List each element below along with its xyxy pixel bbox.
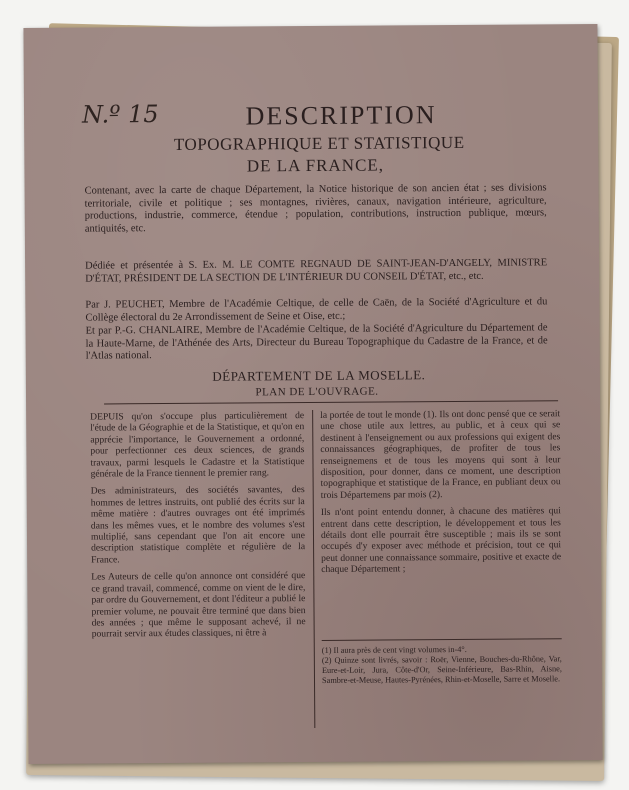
plan-heading: PLAN DE L'OUVRAGE. — [255, 385, 379, 399]
footnote-1: (1) Il aura près de cent vingt volumes in-4°. — [321, 644, 467, 655]
document-page — [23, 24, 602, 764]
department-heading: DÉPARTEMENT DE LA MOSELLE. — [212, 367, 426, 384]
author-peuchet: Par J. PEUCHET, Membre de l'Académie Celtique, de celle de Caën, de la Société d'Agriculture et du Collège électoral du 2e Arrondissement de Seine et Oise, etc.; — [85, 296, 548, 324]
footnotes — [322, 644, 562, 686]
title-line-1: DESCRIPTION — [245, 100, 437, 131]
footnote-2: (2) Quinze sont livrés, savoir : Roër, Vienne, Bouches-du-Rhône, Var, Eure-et-Loir, Jura, Côte-d'Or, Seine-Inférieure, Bas-Rhin, Aisne, Sambre-et-Meuse, Hautes-Pyrénées, Rhin-et-Moselle, Sarre et Moselle. — [321, 654, 562, 685]
left-paragraph: Des administrateurs, des sociétés savantes, des hommes de lettres instruits, ont publié des écrits sur la même matière : d'autres ouvrages ont été imprimés dans les mêmes vues, et le nombre des volumes s'est multiplié, sans cependant que l'on ait encore une description statistique complète et régulière de la France. — [90, 484, 306, 566]
title-line-3: DE LA FRANCE, — [246, 155, 385, 176]
contents-paragraph: Contenant, avec la carte de chaque Département, la Notice historique de son ancien état ; ses divisions territoriale, civile et politique ; ses montagnes, rivières, canaux, navigation intérieure, agriculture, productions, industrie, commerce, étendue ; population, contributions, instruction publique, mœurs, antiquités, etc. — [84, 182, 547, 235]
column-divider — [312, 410, 315, 728]
title-line-2: TOPOGRAPHIQUE ET STATISTIQUE — [173, 132, 465, 154]
manuscript-number: N.º 15 — [81, 100, 159, 129]
right-paragraph: la portée de tout le monde (1). Ils ont donc pensé que ce serait une chose utile aux lettres, au public, et à ceux qui se destinent à l'enseignement ou aux professions qui exigent des connaissances géographiques, de profiter de tous les renseignemens et de tous les moyens qui sont à leur disposition, pour donner, dans ce moment, une description topographique et statistique de la France, en publiant deux ou trois Départemens par mois (2). — [320, 408, 561, 501]
left-column — [90, 410, 306, 646]
heading-rule — [104, 400, 558, 404]
left-paragraph: Les Auteurs de celle qu'on annonce ont considéré que ce grand travail, commencé, comme on vient de le dire, par ordre du Gouvernement, et dont l'éditeur a publié le premier volume, ne pouvait être terminé que dans bien des années ; que même le supposant achevé, il ne pourrait servir aux études classiques, ni être à — [91, 570, 306, 640]
right-column — [320, 408, 561, 581]
left-paragraph: DEPUIS qu'on s'occupe plus particulièrement de l'étude de la Géographie et de la Statistique, et qu'on en apprécie l'importance, le Gouvernement a ordonné, pour perfectionner ces deux sciences, de grands travaux, parmi lesquels le Cadastre et la Statistique générale de la France tiennent le premier rang. — [90, 410, 305, 480]
dedication-paragraph: Dédiée et présentée à S. Ex. M. LE COMTE REGNAUD DE SAINT-JEAN-D'ANGELY, MINISTRE D'ÉTAT, PRÉSIDENT DE LA SECTION DE L'INTÉRIEUR DU CONSEIL D'ÉTAT, etc., etc. — [85, 257, 548, 285]
right-paragraph: Ils n'ont point entendu donner, à chacune des matières qui entrent dans cette description, le développement et tous les détails dont elle pourrait être susceptible ; mais ils se sont occupés d'y exposer avec méthode et précision, tout ce qui peut donner une connaissance sommaire, positive et exacte de chaque Département ; — [320, 505, 562, 576]
author-chanlaire: Et par P.-G. CHANLAIRE, Membre de l'Académie Celtique, de la Société d'Agriculture du Département de la Haute-Marne, de l'Athénée des Arts, Directeur du Bureau Topographique du Cadastre de la France, et de l'Atlas national. — [85, 322, 548, 362]
footnote-rule — [322, 638, 562, 641]
